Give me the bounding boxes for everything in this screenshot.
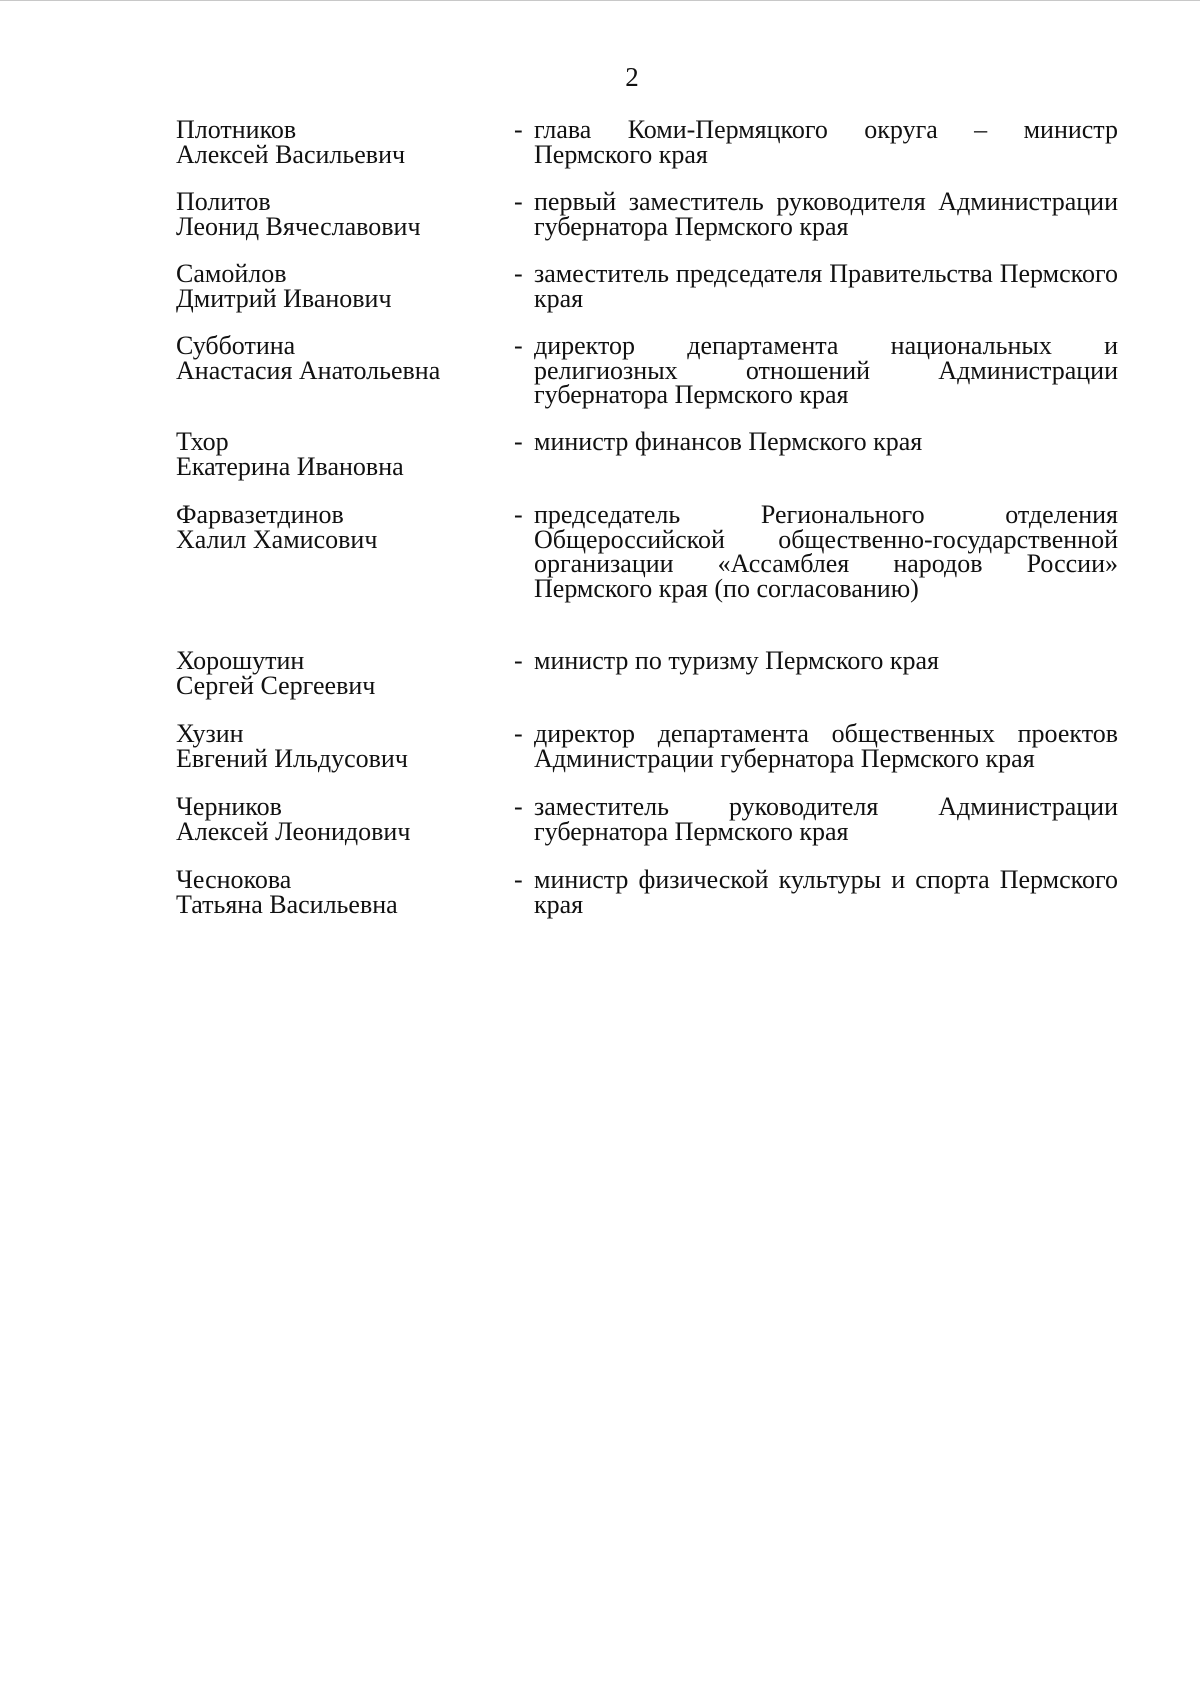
member-name — [176, 259, 506, 313]
dash-separator: - — [514, 792, 523, 821]
member-name — [176, 115, 506, 169]
member-given-name: Екатерина Ивановна — [176, 451, 404, 481]
member-surname: Плотников — [176, 115, 297, 144]
dash-separator: - — [514, 115, 523, 144]
dash-separator: - — [514, 719, 523, 748]
member-given-name: Сергей Сергеевич — [176, 670, 376, 700]
member-surname: Тхор — [176, 427, 229, 456]
member-given-name: Алексей Васильевич — [176, 139, 406, 169]
member-name — [176, 187, 506, 241]
member-surname: Субботина — [176, 331, 296, 360]
member-name — [176, 719, 506, 773]
dash-separator: - — [514, 427, 523, 456]
member-given-name: Евгений Ильдусович — [176, 743, 408, 773]
member-surname: Самойлов — [176, 259, 287, 288]
member-role: заместитель председателя Правительства Пермского края — [534, 259, 1118, 313]
member-name — [176, 646, 506, 700]
member-name — [176, 427, 506, 481]
member-surname: Фарвазетдинов — [176, 500, 344, 529]
dash-separator: - — [514, 187, 523, 216]
member-surname: Хузин — [176, 719, 244, 748]
member-role: министр по туризму Пермского края — [534, 646, 939, 675]
member-given-name: Алексей Леонидович — [176, 816, 411, 846]
member-given-name: Дмитрий Иванович — [176, 283, 392, 313]
dash-separator: - — [514, 331, 523, 360]
dash-separator: - — [514, 500, 523, 529]
member-name — [176, 865, 506, 919]
member-role: заместитель руководителя Администрации губернатора Пермского края — [534, 792, 1118, 846]
member-role: директор департамента общественных проектов Администрации губернатора Пермского края — [534, 719, 1118, 773]
member-role: министр финансов Пермского края — [534, 427, 923, 456]
member-surname: Политов — [176, 187, 271, 216]
member-surname: Черников — [176, 792, 282, 821]
member-given-name: Леонид Вячеславович — [176, 211, 421, 241]
member-given-name: Татьяна Васильевна — [176, 889, 398, 919]
member-role: первый заместитель руководителя Администрации губернатора Пермского края — [534, 187, 1118, 241]
dash-separator: - — [514, 259, 523, 288]
page-number: 2 — [625, 62, 639, 92]
member-given-name: Халил Хамисович — [176, 524, 378, 554]
dash-separator: - — [514, 646, 523, 675]
member-surname: Чеснокова — [176, 865, 292, 894]
member-role: глава Коми-Пермяцкого округа – министр Пермского края — [534, 115, 1118, 169]
member-name — [176, 331, 506, 385]
member-role: министр физической культуры и спорта Пермского края — [534, 865, 1118, 919]
member-given-name: Анастасия Анатольевна — [176, 355, 441, 385]
member-role: председатель Регионального отделения Общероссийской общественно-государственной организации «Ассамблея народов России» Пермского края (по согласованию) — [534, 500, 1118, 603]
top-rule — [0, 0, 1200, 1]
dash-separator: - — [514, 865, 523, 894]
member-surname: Хорошутин — [176, 646, 305, 675]
member-name — [176, 792, 506, 846]
member-role: директор департамента национальных и религиозных отношений Администрации губернатора Пермского края — [534, 331, 1118, 409]
member-name — [176, 500, 506, 554]
